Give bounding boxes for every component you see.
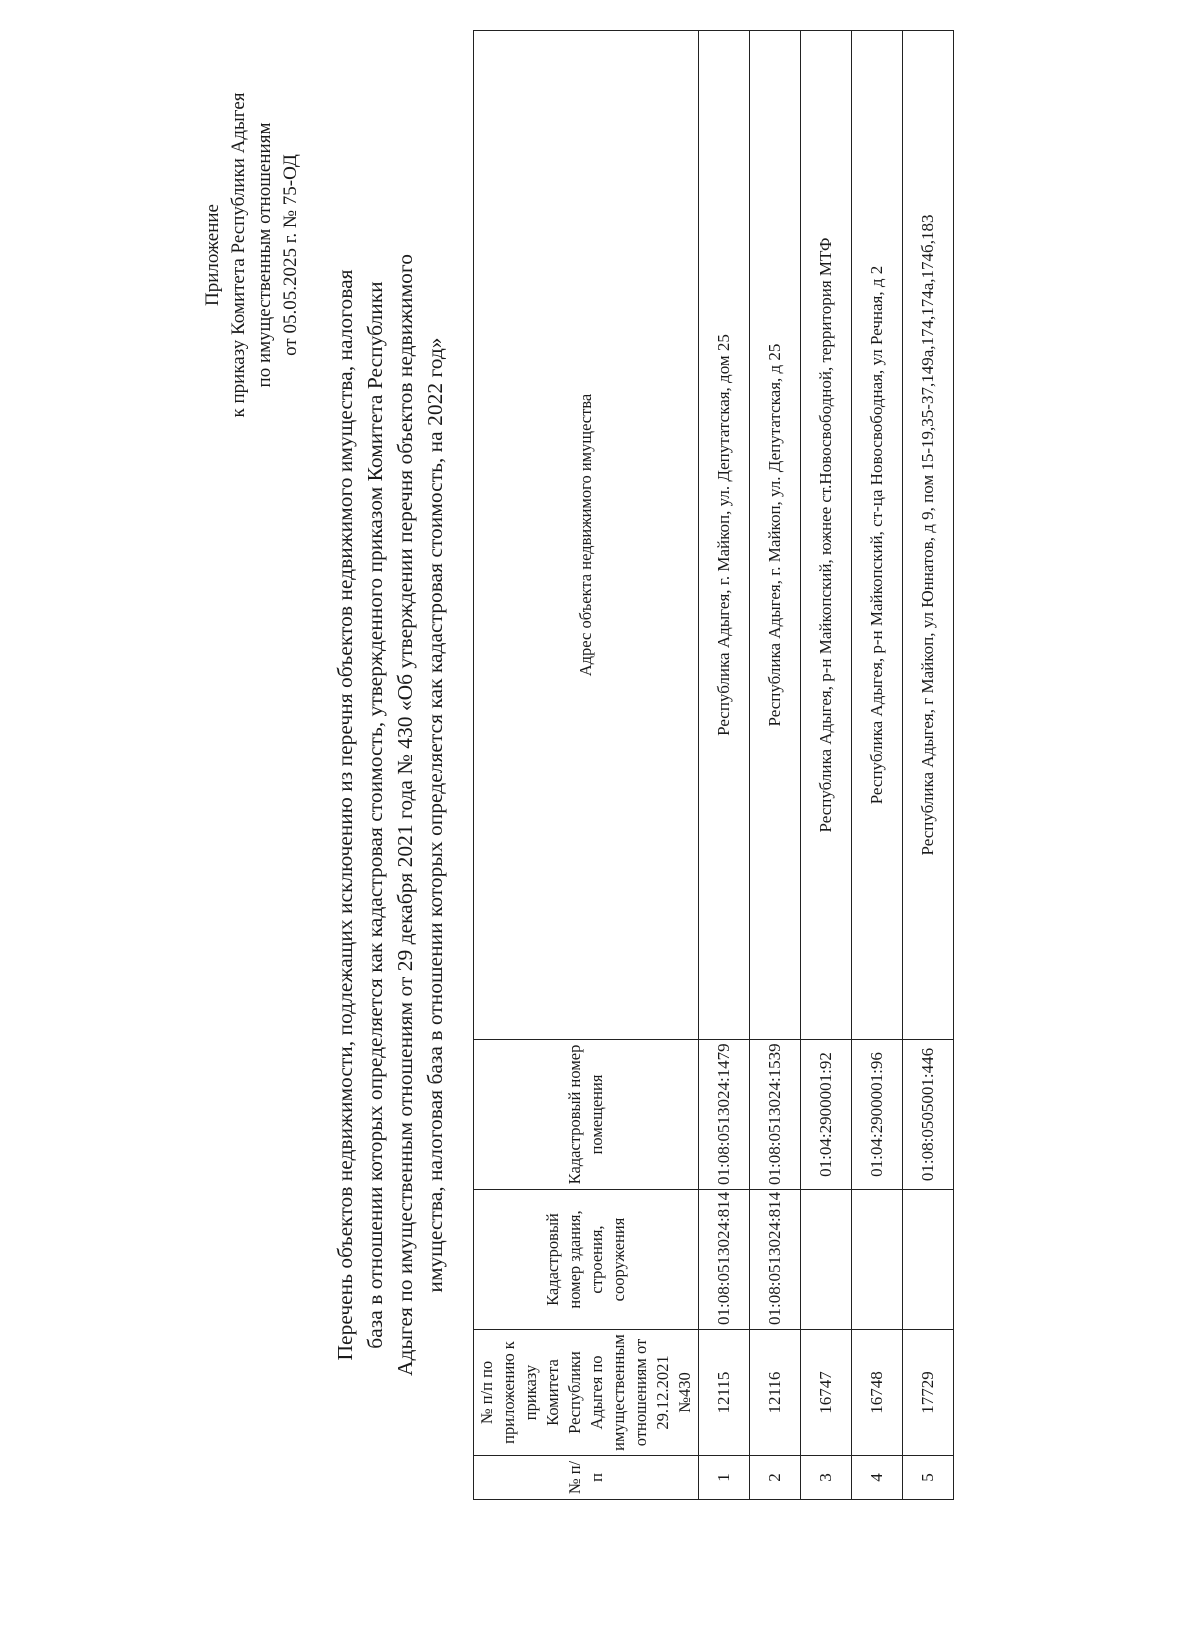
- table-header-row: [474, 31, 699, 1500]
- title-line: Перечень объектов недвижимости, подлежащих исключению из перечня объектов недвижимого имущества, налоговая: [333, 269, 357, 1361]
- title-line: Адыгея по имущественным отношениям от 29 декабря 2021 года № 430 «Об утверждении перечня объектов недвижимого: [393, 254, 417, 1376]
- cell-no: 1: [699, 1456, 750, 1500]
- table-row: [852, 31, 903, 1500]
- appendix-line: Приложение: [202, 204, 223, 306]
- cell-no: 3: [801, 1456, 852, 1500]
- appendix-line: к приказу Комитета Республики Адыгея: [228, 92, 249, 418]
- title-line: имущества, налоговая база в отношении которых определяется как кадастровая стоимость, на 2022 год»: [423, 337, 447, 1293]
- cell-ref: 16748: [852, 1330, 903, 1456]
- cell-building: 01:08:0513024:814: [699, 1190, 750, 1330]
- header-building-cadastral: Кадастровый номер здания, строения, сооружения: [474, 1190, 699, 1330]
- cell-ref: 12115: [699, 1330, 750, 1456]
- header-address: Адрес объекта недвижимого имущества: [474, 31, 699, 1040]
- document-title: [330, 190, 450, 1440]
- cell-building: [903, 1190, 954, 1330]
- cell-address: Республика Адыгея, г. Майкоп, ул. Депутатская, дом 25: [699, 31, 750, 1040]
- cell-ref: 16747: [801, 1330, 852, 1456]
- cell-room: 01:04:2900001:92: [801, 1040, 852, 1190]
- cell-building: [801, 1190, 852, 1330]
- cell-address: Республика Адыгея, г Майкоп, ул Юннатов, д 9, пом 15-19,35-37,149а,174,174а,174б,183: [903, 31, 954, 1040]
- header-no: № п/п: [474, 1456, 699, 1500]
- table-row: [801, 31, 852, 1500]
- header-room-cadastral: Кадастровый номер помещения: [474, 1040, 699, 1190]
- cell-ref: 17729: [903, 1330, 954, 1456]
- appendix-line: по имущественным отношениям: [254, 122, 275, 388]
- header-ref: № п/п по приложению к приказу Комитета Республики Адыгея по имущественным отношениям от 29.12.2021 №430: [474, 1330, 699, 1456]
- title-line: база в отношении которых определяется как кадастровая стоимость, утвержденного приказом Комитета Республики: [363, 281, 387, 1349]
- table-row: [903, 31, 954, 1500]
- table-row: [750, 31, 801, 1500]
- cell-room: 01:08:0505001:446: [903, 1040, 954, 1190]
- table-row: [699, 31, 750, 1500]
- cell-building: [852, 1190, 903, 1330]
- cell-address: Республика Адыгея, р-н Майкопский, ст-ца Новосвободная, ул Речная, д 2: [852, 31, 903, 1040]
- appendix-header: [200, 75, 304, 435]
- cell-room: 01:08:0513024:1539: [750, 1040, 801, 1190]
- cell-ref: 12116: [750, 1330, 801, 1456]
- cell-address: Республика Адыгея, р-н Майкопский, южнее ст.Новосвободной, территория МТФ: [801, 31, 852, 1040]
- cell-no: 4: [852, 1456, 903, 1500]
- cell-room: 01:04:2900001:96: [852, 1040, 903, 1190]
- cell-room: 01:08:0513024:1479: [699, 1040, 750, 1190]
- cell-no: 5: [903, 1456, 954, 1500]
- cell-no: 2: [750, 1456, 801, 1500]
- cell-address: Республика Адыгея, г. Майкоп, ул. Депутатская, д 25: [750, 31, 801, 1040]
- appendix-line: от 05.05.2025 г. № 75-ОД: [280, 154, 301, 356]
- cell-building: 01:08:0513024:814: [750, 1190, 801, 1330]
- property-table: [473, 30, 954, 1500]
- document-page: [30, 30, 1170, 1610]
